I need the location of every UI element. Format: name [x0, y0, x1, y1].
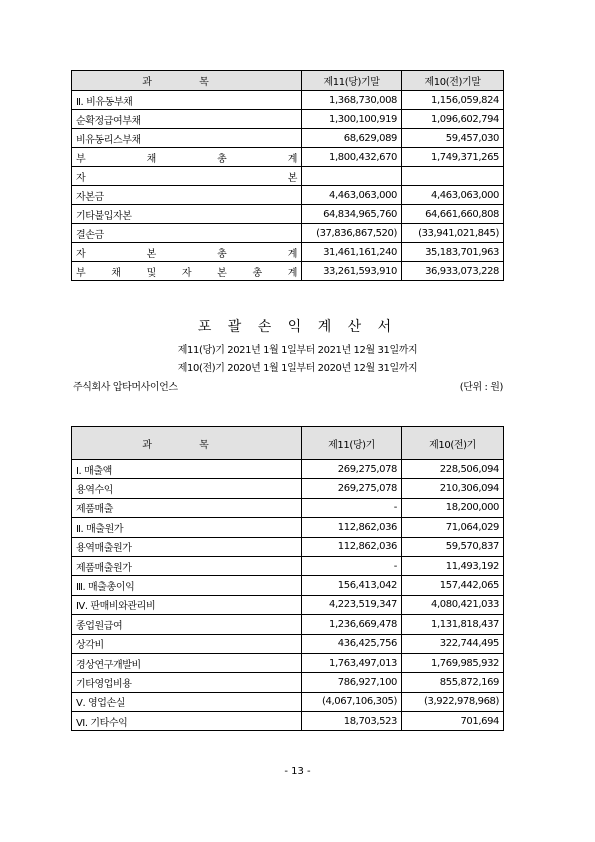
- prior-amount: 18,200,000: [402, 498, 504, 517]
- current-amount: -: [302, 498, 402, 517]
- prior-amount: 157,442,065: [402, 576, 504, 595]
- current-amount: (4,067,106,305): [302, 692, 402, 711]
- current-amount: 786,927,100: [302, 673, 402, 692]
- prior-amount: 35,183,701,963: [402, 243, 504, 262]
- account-label: 제품매출원가: [72, 556, 302, 575]
- prior-amount: 210,306,094: [402, 479, 504, 498]
- header-current-period: 제11(당)기말: [302, 71, 402, 91]
- prior-amount: 1,156,059,824: [402, 91, 504, 110]
- current-amount: 112,862,036: [302, 518, 402, 537]
- income-statement-body: [72, 460, 504, 731]
- table-row: [72, 615, 504, 634]
- current-amount: 1,763,497,013: [302, 653, 402, 672]
- table-row: [72, 576, 504, 595]
- table-row: [72, 243, 504, 262]
- current-amount: 4,223,519,347: [302, 595, 402, 614]
- table-row: [72, 595, 504, 614]
- table-row: [72, 692, 504, 711]
- table-row: [72, 537, 504, 556]
- current-amount: 436,425,756: [302, 634, 402, 653]
- prior-amount: 228,506,094: [402, 460, 504, 479]
- table-row: [72, 224, 504, 243]
- page-number: - 13 -: [284, 766, 311, 777]
- current-amount: 269,275,078: [302, 460, 402, 479]
- current-amount: 68,629,089: [302, 129, 402, 148]
- current-amount: [302, 167, 402, 186]
- prior-amount: 71,064,029: [402, 518, 504, 537]
- account-label: Ⅵ. 기타수익: [72, 712, 302, 731]
- account-label: 부 채 및 자 본 총 계: [72, 262, 302, 281]
- account-label: 기타불입자본: [72, 205, 302, 224]
- current-amount: 156,413,042: [302, 576, 402, 595]
- table-row: [72, 518, 504, 537]
- unit-label: (단위 : 원): [459, 382, 503, 393]
- current-amount: 112,862,036: [302, 537, 402, 556]
- period-current: 제11(당)기 2021년 1월 1일부터 2021년 12월 31일까지: [177, 345, 418, 356]
- account-label: 용역수익: [72, 479, 302, 498]
- prior-amount: 701,694: [402, 712, 504, 731]
- account-label: 자 본: [72, 167, 302, 186]
- prior-amount: 59,570,837: [402, 537, 504, 556]
- account-label: Ⅱ. 비유동부채: [72, 91, 302, 110]
- table-row: [72, 479, 504, 498]
- account-label: Ⅳ. 판매비와관리비: [72, 595, 302, 614]
- current-amount: (37,836,867,520): [302, 224, 402, 243]
- table-header-row: [72, 427, 504, 460]
- balance-sheet-body: [72, 91, 504, 281]
- table-row: [72, 91, 504, 110]
- prior-amount: 855,872,169: [402, 673, 504, 692]
- prior-amount: (3,922,978,968): [402, 692, 504, 711]
- current-amount: 1,300,100,919: [302, 110, 402, 129]
- account-label: 기타영업비용: [72, 673, 302, 692]
- company-name: 주식회사 압타머사이언스: [73, 382, 178, 393]
- header-account: 과 목: [72, 71, 302, 91]
- prior-amount: (33,941,021,845): [402, 224, 504, 243]
- table-row: [72, 556, 504, 575]
- balance-sheet-table: [71, 70, 504, 281]
- period-prior: 제10(전)기 2020년 1월 1일부터 2020년 12월 31일까지: [177, 363, 418, 374]
- current-amount: 31,461,161,240: [302, 243, 402, 262]
- prior-amount: 322,744,495: [402, 634, 504, 653]
- account-label: 자본금: [72, 186, 302, 205]
- statement-title: 포 괄 손 익 계 산 서: [197, 319, 398, 335]
- table-row: [72, 167, 504, 186]
- header-prior-period: 제10(전)기: [402, 427, 504, 460]
- account-label: 순확정급여부채: [72, 110, 302, 129]
- current-amount: 4,463,063,000: [302, 186, 402, 205]
- prior-amount: [402, 167, 504, 186]
- account-label: 부 채 총 계: [72, 148, 302, 167]
- prior-amount: 36,933,073,228: [402, 262, 504, 281]
- table-row: [72, 148, 504, 167]
- current-amount: 1,800,432,670: [302, 148, 402, 167]
- header-current-period: 제11(당)기: [302, 427, 402, 460]
- current-amount: 33,261,593,910: [302, 262, 402, 281]
- account-label: Ⅱ. 매출원가: [72, 518, 302, 537]
- table-row: [72, 460, 504, 479]
- account-label: Ⅴ. 영업손실: [72, 692, 302, 711]
- account-label: 결손금: [72, 224, 302, 243]
- prior-amount: 1,131,818,437: [402, 615, 504, 634]
- account-label: 용역매출원가: [72, 537, 302, 556]
- table-row: [72, 110, 504, 129]
- header-account: 과 목: [72, 427, 302, 460]
- account-label: 경상연구개발비: [72, 653, 302, 672]
- current-amount: 269,275,078: [302, 479, 402, 498]
- prior-amount: 1,769,985,932: [402, 653, 504, 672]
- table-row: [72, 712, 504, 731]
- prior-amount: 1,749,371,265: [402, 148, 504, 167]
- current-amount: -: [302, 556, 402, 575]
- table-row: [72, 653, 504, 672]
- table-row: [72, 673, 504, 692]
- account-label: 비유동리스부채: [72, 129, 302, 148]
- table-row: [72, 205, 504, 224]
- current-amount: 1,368,730,008: [302, 91, 402, 110]
- prior-amount: 11,493,192: [402, 556, 504, 575]
- prior-amount: 64,661,660,808: [402, 205, 504, 224]
- prior-amount: 4,463,063,000: [402, 186, 504, 205]
- table-header-row: [72, 71, 504, 91]
- current-amount: 18,703,523: [302, 712, 402, 731]
- prior-amount: 4,080,421,033: [402, 595, 504, 614]
- table-row: [72, 262, 504, 281]
- current-amount: 64,834,965,760: [302, 205, 402, 224]
- account-label: Ⅲ. 매출총이익: [72, 576, 302, 595]
- account-label: 제품매출: [72, 498, 302, 517]
- table-row: [72, 129, 504, 148]
- account-label: 자 본 총 계: [72, 243, 302, 262]
- table-row: [72, 634, 504, 653]
- table-row: [72, 498, 504, 517]
- account-label: 종업원급여: [72, 615, 302, 634]
- prior-amount: 59,457,030: [402, 129, 504, 148]
- income-statement-table: [71, 426, 504, 731]
- account-label: 상각비: [72, 634, 302, 653]
- prior-amount: 1,096,602,794: [402, 110, 504, 129]
- header-prior-period: 제10(전)기말: [402, 71, 504, 91]
- account-label: Ⅰ. 매출액: [72, 460, 302, 479]
- table-row: [72, 186, 504, 205]
- current-amount: 1,236,669,478: [302, 615, 402, 634]
